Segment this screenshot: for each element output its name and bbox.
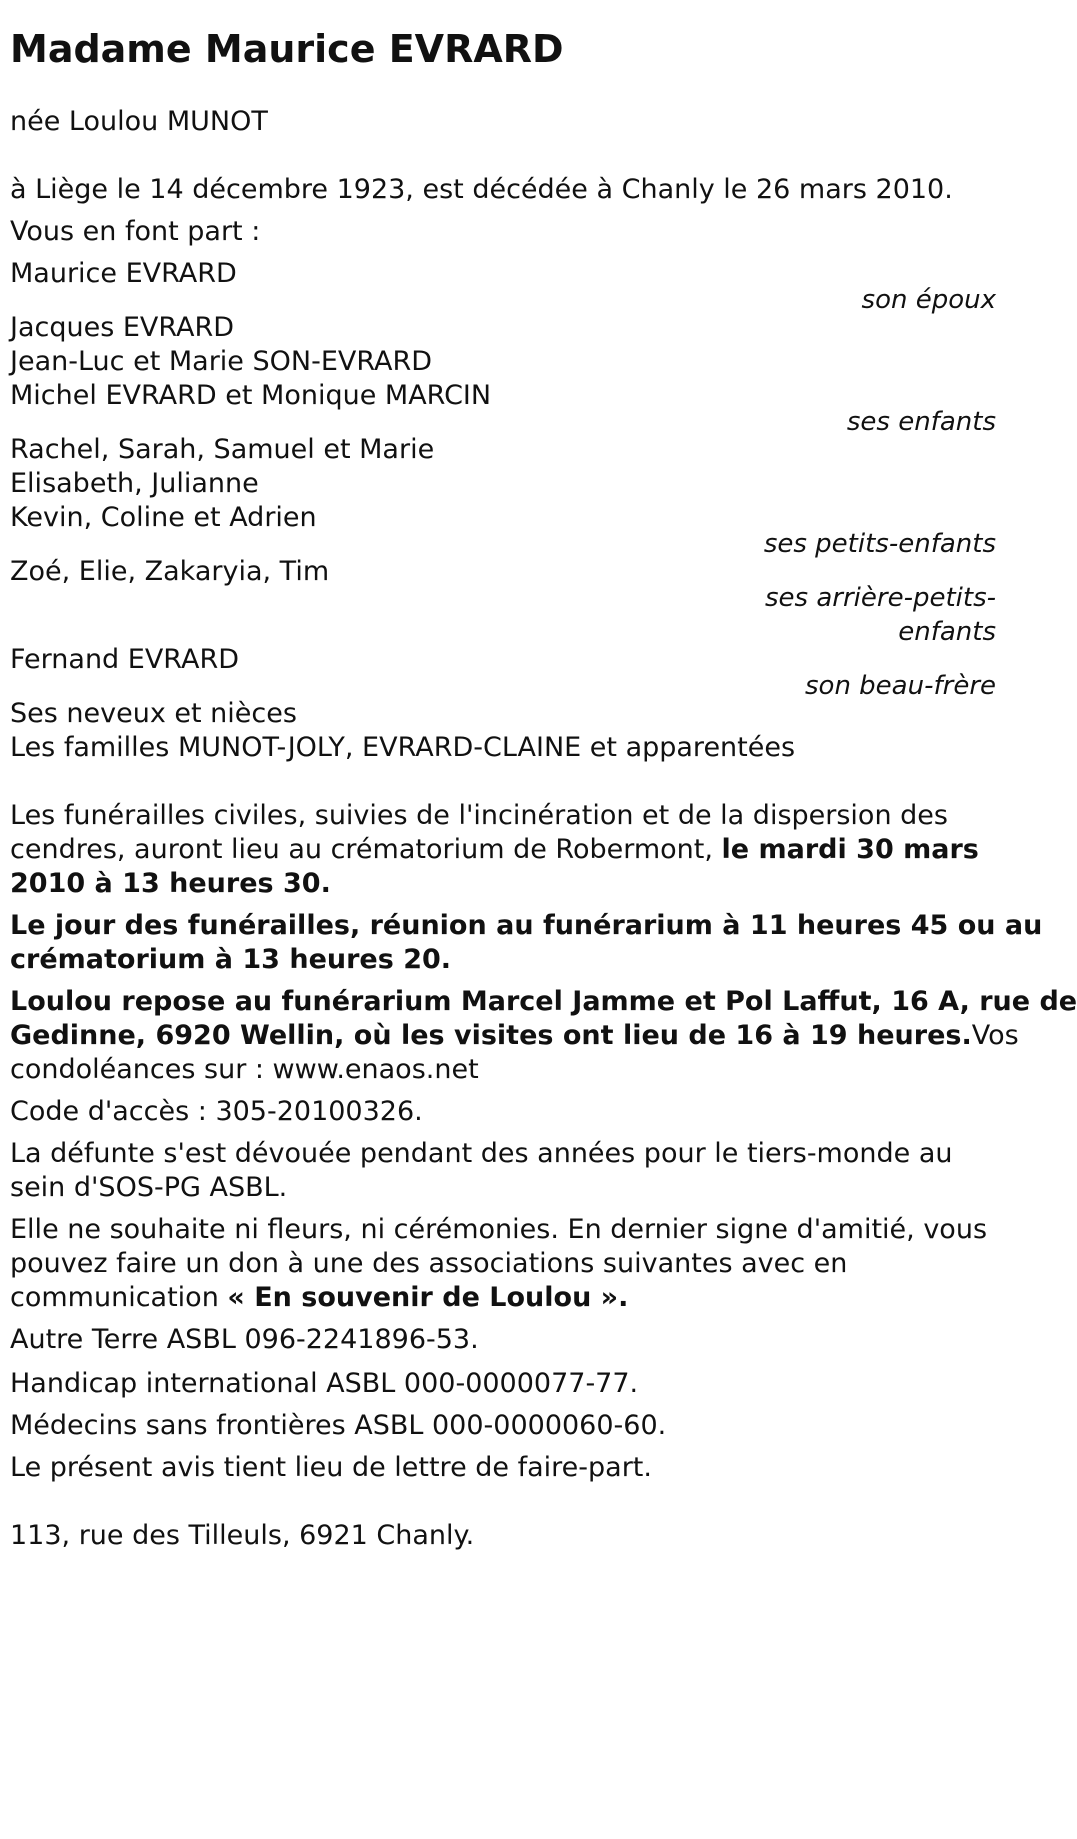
address-line: 113, rue des Tilleuls, 6921 Chanly. <box>10 1520 475 1551</box>
association-item: Handicap international ASBL 000-0000077-77. <box>10 1368 639 1399</box>
dons-line <box>10 1278 628 1318</box>
relation-label: ses petits-enfants <box>763 529 996 559</box>
condoleances-text: Vos <box>971 1020 1019 1051</box>
condoleances-line: condoléances sur : www.enaos.net <box>10 1054 479 1085</box>
dons-text: pouvez faire un don à une des associations suivantes avec en <box>10 1248 848 1279</box>
family-name: Rachel, Sarah, Samuel et Marie <box>10 434 435 465</box>
family-name: Zoé, Elie, Zakaryia, Tim <box>10 556 330 587</box>
association-item: Autre Terre ASBL 096-2241896-53. <box>10 1324 479 1355</box>
relation-label: ses arrière-petits- <box>765 583 996 613</box>
family-name: Ses neveux et nièces <box>10 698 297 729</box>
family-name: Maurice EVRARD <box>10 258 237 289</box>
family-name: Jean-Luc et Marie SON-EVRARD <box>10 346 433 377</box>
association-item: Médecins sans frontières ASBL 000-0000060-60. <box>10 1410 667 1441</box>
family-name: Kevin, Coline et Adrien <box>10 502 317 533</box>
relation-label: son époux <box>861 285 996 315</box>
reunion-text: crématorium à 13 heures 20. <box>10 944 452 975</box>
family-name: Jacques EVRARD <box>10 312 235 343</box>
family-name: Michel EVRARD et Monique MARCIN <box>10 380 492 411</box>
relation-label: son beau-frère <box>804 671 996 701</box>
repose-text: Gedinne, 6920 Wellin, où les visites ont lieu de 16 à 19 heures. <box>10 1020 972 1051</box>
page-title: Madame Maurice EVRARD <box>10 27 564 71</box>
reunion-line <box>10 940 451 980</box>
funeral-text: cendres, auront lieu au crématorium de Robermont, <box>10 834 722 865</box>
avis-line: Le présent avis tient lieu de lettre de faire-part. <box>10 1452 652 1483</box>
defunte-text: sein d'SOS-PG ASBL. <box>10 1172 288 1203</box>
repose-text: Loulou repose au funérarium Marcel Jamme et Pol Laffut, 16 A, rue de <box>10 986 1077 1017</box>
relation-label: enfants <box>898 617 996 647</box>
funeral-date: le mardi 30 mars <box>721 834 979 865</box>
funeral-date-line <box>10 864 331 904</box>
intro-line: Vous en font part : <box>10 216 261 247</box>
family-name: Elisabeth, Julianne <box>10 468 259 499</box>
funeral-date: 2010 à 13 heures 30. <box>10 868 331 899</box>
dons-text: communication <box>10 1282 228 1313</box>
nee-line: née Loulou MUNOT <box>10 106 268 137</box>
birth-death-line: à Liège le 14 décembre 1923, est décédée à Chanly le 26 mars 2010. <box>10 174 953 205</box>
reunion-text: Le jour des funérailles, réunion au funérarium à 11 heures 45 ou au <box>10 910 1043 941</box>
code-acces: Code d'accès : 305-20100326. <box>10 1096 423 1127</box>
family-name: Fernand EVRARD <box>10 644 239 675</box>
dons-text: Elle ne souhaite ni fleurs, ni cérémonies. En dernier signe d'amitié, vous <box>10 1214 988 1245</box>
defunte-text: La défunte s'est dévouée pendant des années pour le tiers-monde au <box>10 1138 953 1169</box>
relation-label: ses enfants <box>846 407 996 437</box>
funeral-text: Les funérailles civiles, suivies de l'incinération et de la dispersion des <box>10 800 948 831</box>
dons-communication: « En souvenir de Loulou ». <box>227 1282 629 1313</box>
family-name: Les familles MUNOT-JOLY, EVRARD-CLAINE et apparentées <box>10 732 796 763</box>
